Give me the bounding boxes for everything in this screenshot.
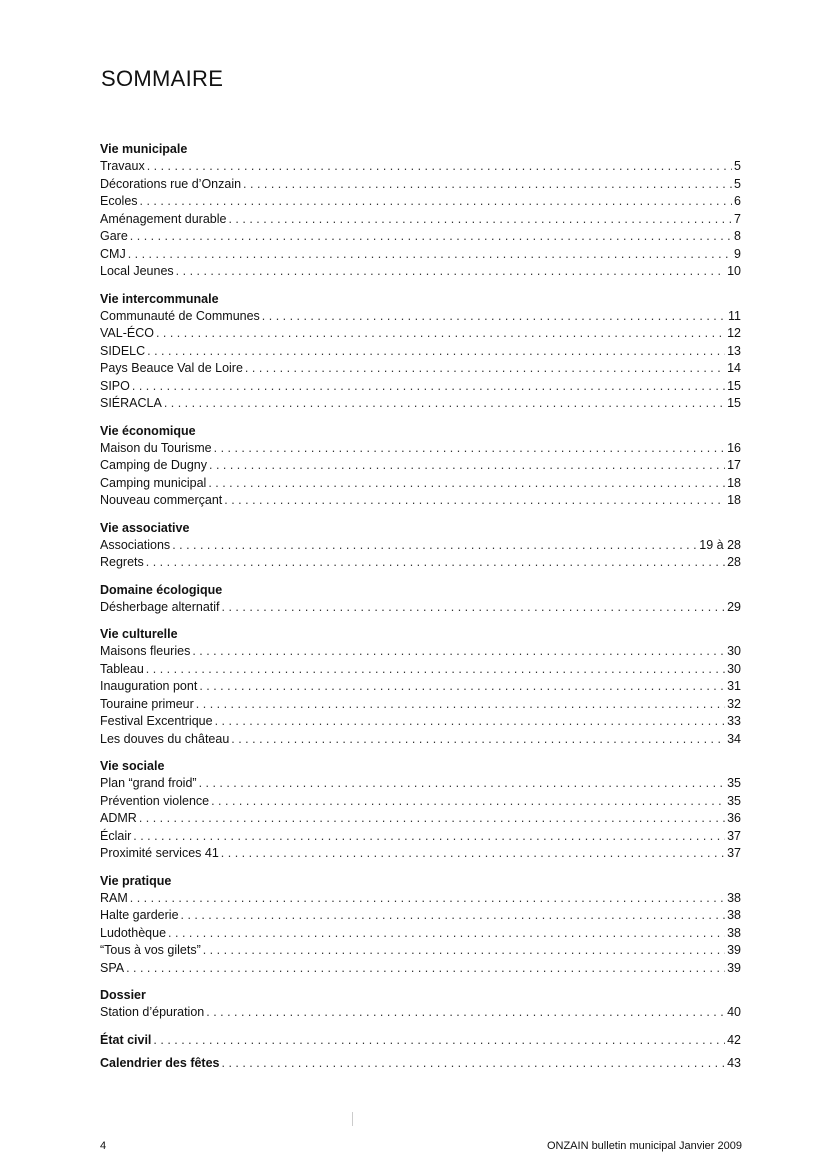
toc-section: [100, 873, 741, 978]
footer-page-number: 4: [100, 1140, 107, 1152]
dot-leader: [153, 1032, 725, 1050]
scan-mark: [352, 1112, 353, 1126]
dot-leader: [245, 360, 725, 378]
entry-label: Ludothèque: [100, 925, 167, 940]
entry-page: 17: [727, 458, 741, 472]
dot-leader: [140, 193, 733, 211]
section-heading: Vie sociale: [100, 759, 165, 773]
dot-leader: [130, 890, 725, 908]
dot-leader: [133, 828, 725, 846]
entry-page: 38: [727, 890, 741, 905]
toc-entry: [100, 845, 741, 863]
dot-leader: [209, 457, 725, 475]
entry-label: Maisons fleuries: [100, 644, 191, 658]
dot-leader: [147, 343, 725, 361]
dot-leader: [206, 1004, 725, 1022]
dot-leader: [228, 211, 732, 229]
toc-entry: [100, 475, 741, 493]
toc-entry: [100, 193, 741, 211]
entry-label: SIDELC: [100, 343, 146, 358]
toc-section: [100, 582, 741, 617]
section-heading: Vie culturelle: [100, 627, 178, 641]
toc-entry: [100, 828, 741, 846]
page-title: SOMMAIRE: [101, 66, 224, 91]
dot-leader: [181, 907, 726, 925]
entry-page: 16: [727, 440, 741, 455]
toc-section: [100, 1032, 741, 1050]
table-of-contents: [100, 141, 741, 1083]
entry-page: 30: [727, 661, 741, 676]
section-heading: Vie intercommunale: [100, 291, 219, 306]
dot-leader: [221, 845, 725, 863]
section-heading: Dossier: [100, 988, 146, 1002]
dot-leader: [262, 308, 726, 326]
entry-label: Maison du Tourisme: [100, 440, 212, 455]
entry-label: Camping de Dugny: [100, 458, 208, 472]
toc-entry: [100, 661, 741, 679]
dot-leader: [130, 228, 732, 246]
entry-label: Camping municipal: [100, 475, 207, 490]
section-heading: Vie associative: [100, 520, 190, 535]
entry-page: 18: [727, 493, 741, 507]
entry-label: Pays Beauce Val de Loire: [100, 361, 243, 375]
entry-page: 36: [727, 811, 741, 825]
section-heading: Domaine écologique: [100, 582, 223, 597]
dot-leader: [199, 678, 725, 696]
entry-label: Désherbage alternatif: [100, 599, 220, 614]
entry-label: Associations: [100, 537, 171, 552]
dot-leader: [243, 176, 732, 194]
dot-leader: [224, 492, 725, 510]
entry-label: CMJ: [100, 246, 126, 261]
entry-label: Tableau: [100, 661, 144, 676]
dot-leader: [203, 942, 725, 960]
entry-label: Gare: [100, 229, 128, 243]
entry-label: Aménagement durable: [100, 211, 227, 226]
entry-page: 34: [727, 731, 741, 746]
entry-label: Proximité services 41: [100, 846, 219, 860]
entry-label: Travaux: [100, 159, 145, 173]
entry-label: Touraine primeur: [100, 696, 194, 711]
toc-entry: [100, 343, 741, 361]
entry-label: VAL-ÉCO: [100, 326, 154, 340]
entry-label: Station d’épuration: [100, 1005, 205, 1019]
entry-label: Prévention violence: [100, 793, 210, 808]
dot-leader: [147, 158, 732, 176]
toc-entry: [100, 713, 741, 731]
dot-leader: [208, 475, 725, 493]
toc-entry: [100, 907, 741, 925]
entry-page: 31: [727, 679, 741, 693]
entry-page: 35: [727, 793, 741, 808]
entry-label: Regrets: [100, 555, 144, 569]
entry-page: 5: [734, 159, 741, 173]
toc-entry: [100, 643, 741, 661]
entry-page: 40: [727, 1005, 741, 1019]
toc-entry: [100, 176, 741, 194]
dot-leader: [146, 554, 725, 572]
toc-section: [100, 520, 741, 572]
toc-entry: [100, 554, 741, 572]
section-heading: Vie municipale: [100, 142, 188, 156]
toc-entry: [100, 775, 741, 793]
entry-page: 7: [734, 211, 741, 226]
toc-entry: [100, 395, 741, 413]
entry-label: Communauté de Communes: [100, 308, 260, 323]
entry-label: État civil: [100, 1032, 152, 1047]
dot-leader: [222, 1055, 726, 1073]
entry-label: “Tous à vos gilets”: [100, 943, 201, 957]
dot-leader: [128, 246, 732, 264]
toc-entry: [100, 793, 741, 811]
entry-label: Décorations rue d’Onzain: [100, 176, 242, 191]
toc-entry: [100, 308, 741, 326]
toc-entry: [100, 440, 741, 458]
entry-page: 14: [727, 361, 741, 375]
toc-entry: [100, 1055, 741, 1073]
toc-entry: [100, 228, 741, 246]
entry-label: SIPO: [100, 378, 130, 393]
toc-entry: [100, 810, 741, 828]
entry-page: 43: [727, 1056, 741, 1070]
entry-page: 11: [728, 308, 741, 323]
dot-leader: [192, 643, 725, 661]
dot-leader: [132, 378, 725, 396]
toc-entry: [100, 599, 741, 617]
dot-leader: [215, 713, 726, 731]
dot-leader: [168, 925, 725, 943]
toc-section: [100, 626, 741, 748]
dot-leader: [222, 599, 726, 617]
entry-label: ADMR: [100, 811, 137, 825]
toc-entry: [100, 457, 741, 475]
dot-leader: [231, 731, 725, 749]
dot-leader: [164, 395, 725, 413]
toc-entry: [100, 925, 741, 943]
entry-page: 39: [727, 960, 741, 975]
entry-page: 5: [734, 176, 741, 191]
entry-label: Inauguration pont: [100, 679, 198, 693]
entry-page: 30: [727, 644, 741, 658]
entry-label: Calendrier des fêtes: [100, 1056, 220, 1070]
toc-entry: [100, 211, 741, 229]
entry-page: 42: [727, 1032, 741, 1047]
toc-entry: [100, 246, 741, 264]
dot-leader: [156, 325, 725, 343]
dot-leader: [176, 263, 725, 281]
toc-section: [100, 141, 741, 281]
toc-entry: [100, 696, 741, 714]
toc-section: [100, 1055, 741, 1073]
toc-entry: [100, 678, 741, 696]
toc-entry: [100, 360, 741, 378]
toc-entry: [100, 1004, 741, 1022]
entry-page: 15: [727, 396, 741, 410]
toc-entry: [100, 263, 741, 281]
toc-section: [100, 291, 741, 413]
entry-label: Halte garderie: [100, 908, 179, 922]
entry-page: 29: [727, 599, 741, 614]
entry-page: 33: [727, 714, 741, 728]
section-heading: Vie pratique: [100, 873, 172, 888]
entry-page: 39: [727, 943, 741, 957]
dot-leader: [139, 810, 725, 828]
toc-section: [100, 987, 741, 1022]
entry-page: 35: [727, 776, 741, 790]
entry-page: 12: [727, 326, 741, 340]
entry-page: 6: [734, 194, 741, 208]
dot-leader: [214, 440, 725, 458]
entry-page: 38: [727, 925, 741, 940]
toc-entry: [100, 537, 741, 555]
entry-label: Éclair: [100, 828, 132, 843]
toc-entry: [100, 325, 741, 343]
entry-page: 9: [734, 246, 741, 261]
entry-label: Festival Excentrique: [100, 714, 213, 728]
entry-label: Ecoles: [100, 194, 138, 208]
toc-entry: [100, 942, 741, 960]
entry-page: 10: [727, 264, 741, 278]
entry-page: 18: [727, 475, 741, 490]
dot-leader: [146, 661, 725, 679]
entry-page: 38: [727, 908, 741, 922]
toc-section: [100, 758, 741, 863]
entry-label: Nouveau commerçant: [100, 493, 223, 507]
entry-page: 13: [727, 343, 741, 358]
toc-entry: [100, 890, 741, 908]
entry-page: 32: [727, 696, 741, 711]
toc-entry: [100, 1032, 741, 1050]
dot-leader: [126, 960, 725, 978]
dot-leader: [196, 696, 725, 714]
toc-entry: [100, 158, 741, 176]
dot-leader: [172, 537, 697, 555]
dot-leader: [199, 775, 726, 793]
toc-entry: [100, 960, 741, 978]
entry-label: Les douves du château: [100, 731, 230, 746]
entry-label: SPA: [100, 960, 125, 975]
entry-label: Local Jeunes: [100, 264, 174, 278]
entry-page: 28: [727, 555, 741, 569]
entry-page: 19 à 28: [699, 537, 741, 552]
toc-entry: [100, 731, 741, 749]
toc-entry: [100, 378, 741, 396]
entry-page: 37: [727, 828, 741, 843]
footer-publication: ONZAIN bulletin municipal Janvier 2009: [546, 1140, 742, 1152]
entry-page: 8: [734, 229, 741, 243]
entry-page: 15: [727, 378, 741, 393]
toc-entry: [100, 492, 741, 510]
section-heading: Vie économique: [100, 423, 196, 438]
toc-section: [100, 423, 741, 510]
entry-label: RAM: [100, 890, 128, 905]
dot-leader: [211, 793, 725, 811]
entry-label: SIÉRACLA: [100, 396, 162, 410]
entry-page: 37: [727, 846, 741, 860]
entry-label: Plan “grand froid”: [100, 776, 197, 790]
